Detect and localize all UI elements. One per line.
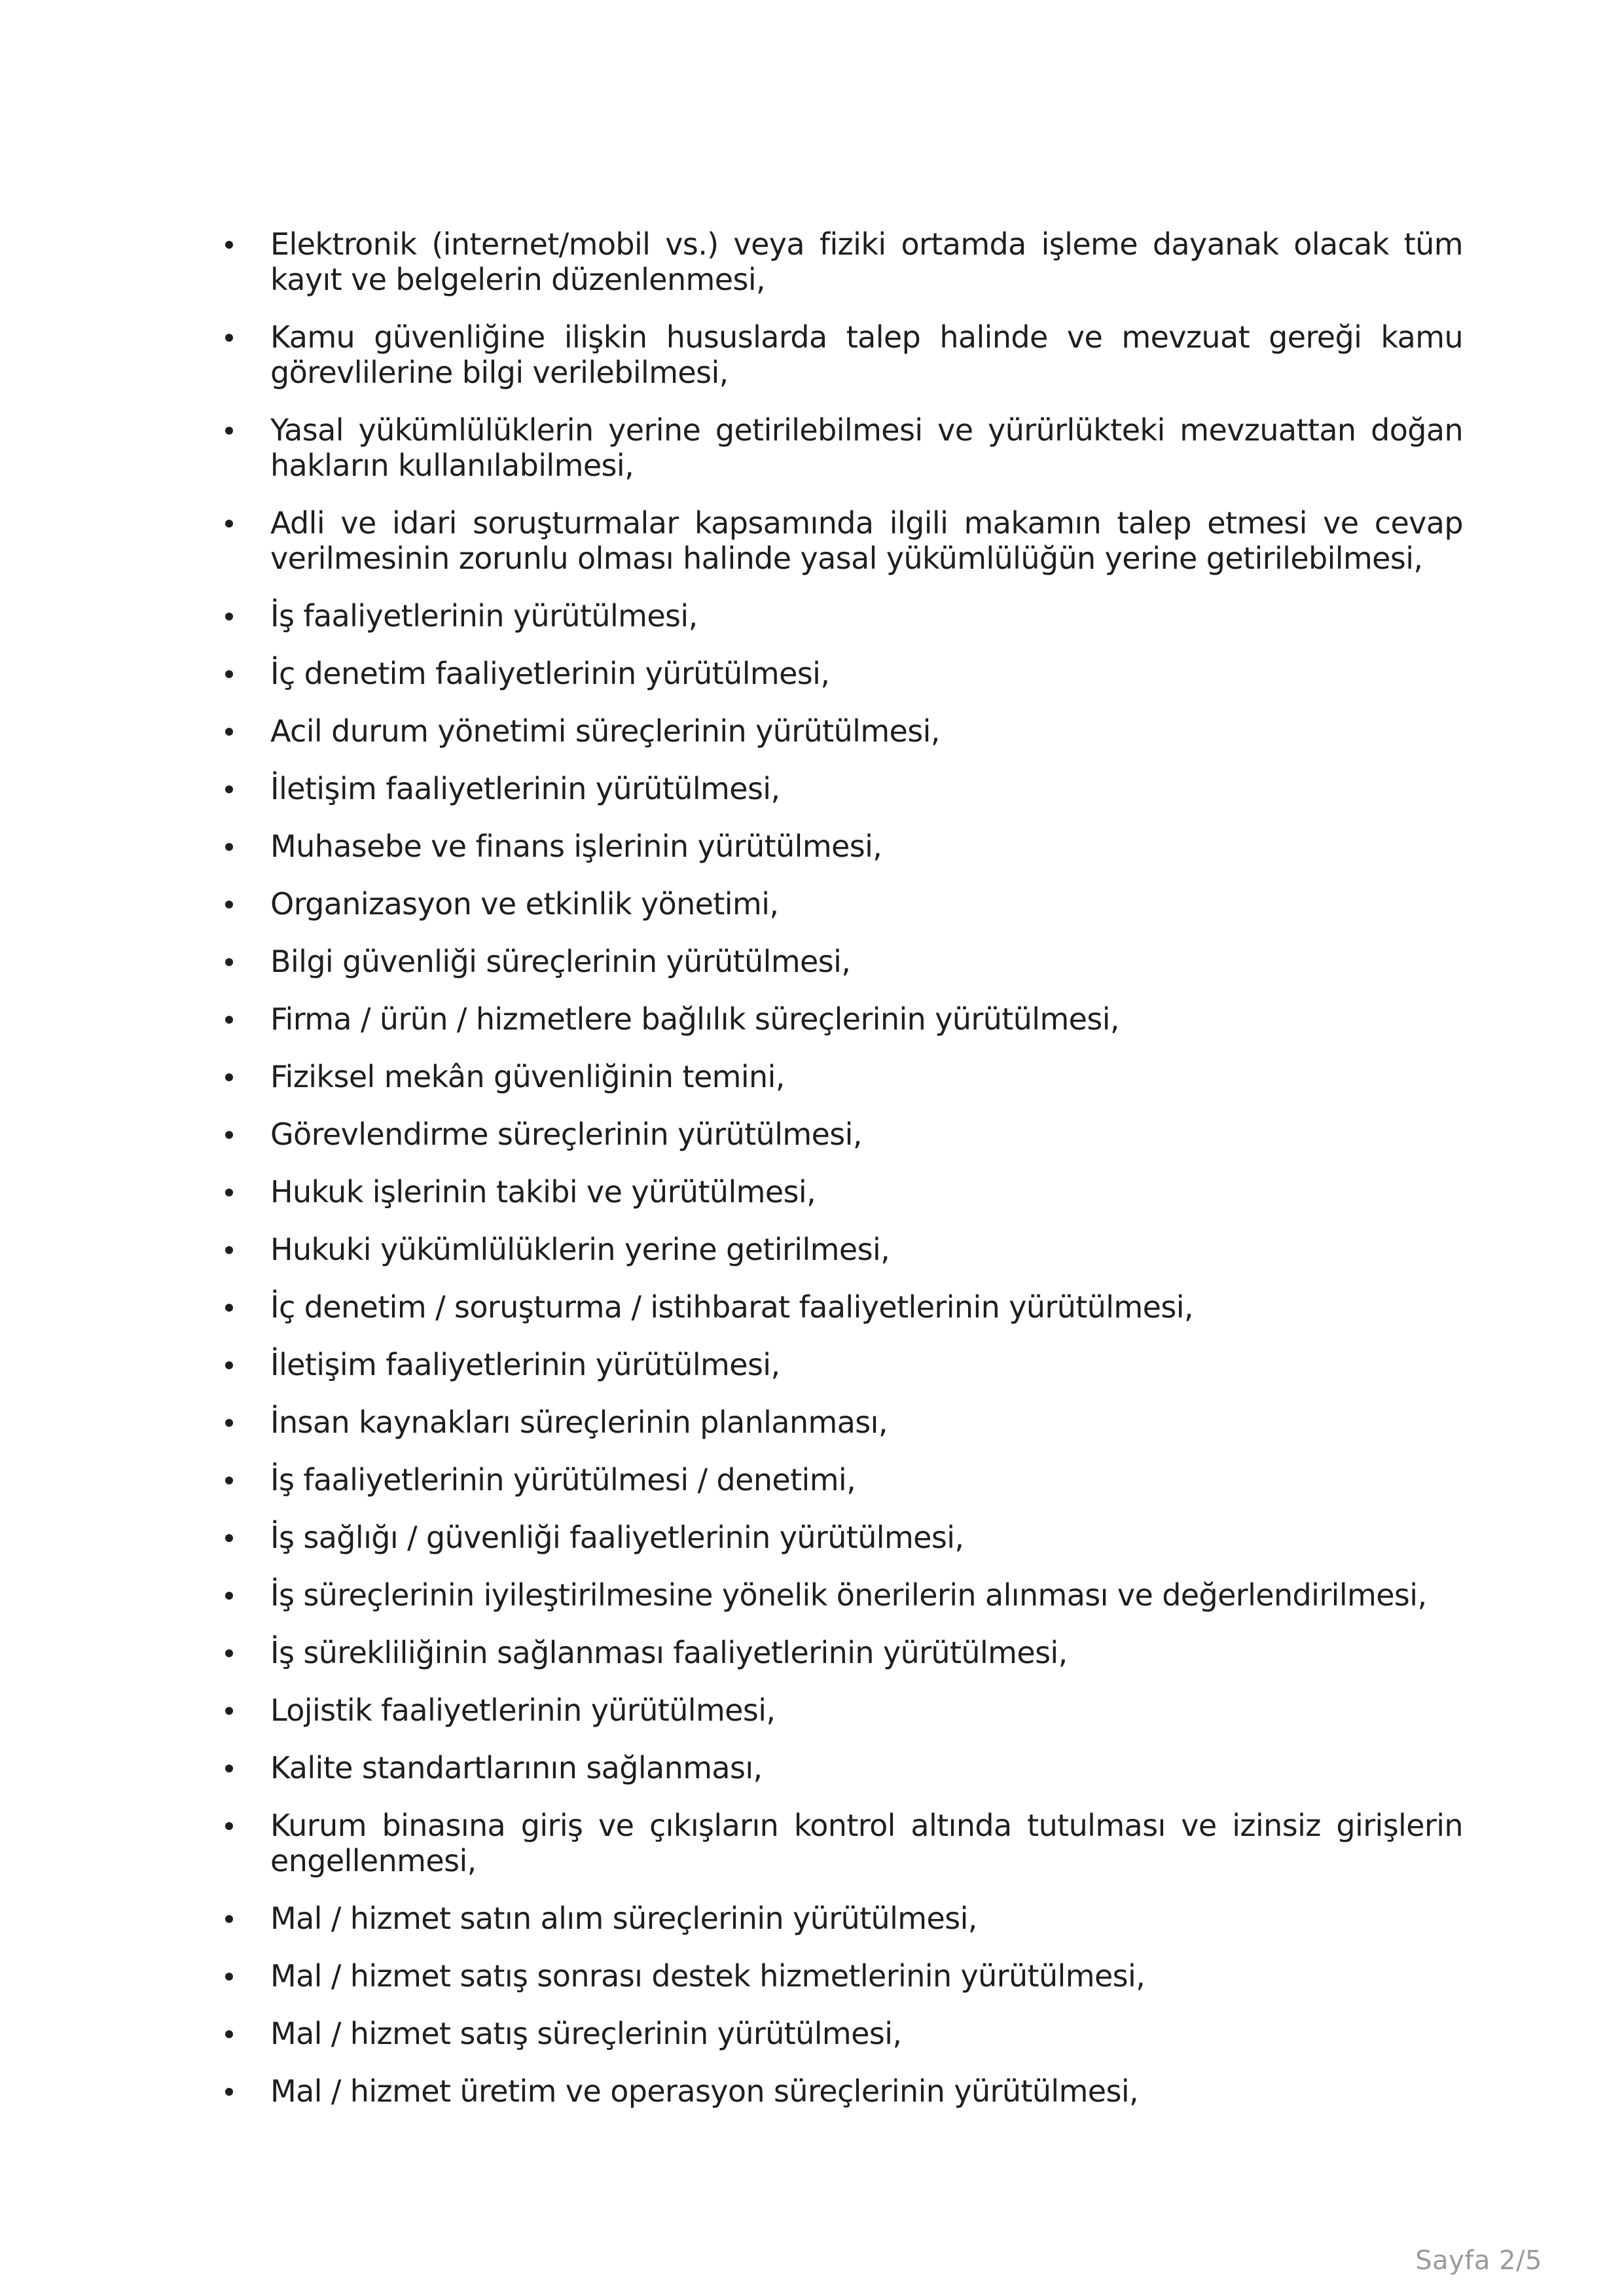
list-item-text: Hukuki yükümlülüklerin yerine getirilmesi,	[270, 1232, 890, 1267]
bullet-icon	[225, 1707, 233, 1715]
bullet-icon	[225, 1419, 233, 1427]
list-item-text: İnsan kaynakları süreçlerinin planlanması,	[270, 1405, 888, 1440]
list-item-text: İletişim faaliyetlerinin yürütülmesi,	[270, 1347, 780, 1382]
list-item	[221, 1750, 1463, 1785]
bullet-icon	[225, 1304, 233, 1312]
bullet-icon	[225, 1765, 233, 1772]
bullet-icon	[225, 1189, 233, 1196]
list-item-text: Yasal yükümlülüklerin yerine getirilebilmesi ve yürürlükteki mevzuattan doğan hakların kullanılabilmesi,	[270, 412, 1463, 483]
list-item	[221, 1462, 1463, 1498]
list-item	[221, 656, 1463, 691]
list-item	[221, 1693, 1463, 1728]
list-item-text: İletişim faaliyetlerinin yürütülmesi,	[270, 771, 780, 806]
bullet-icon	[225, 901, 233, 908]
list-item-text: İş faaliyetlerinin yürütülmesi / denetimi,	[270, 1462, 856, 1498]
list-item-text: Mal / hizmet satış süreçlerinin yürütülmesi,	[270, 2016, 902, 2051]
list-item-text: Kurum binasına giriş ve çıkışların kontrol altında tutulması ve izinsiz girişlerin engellenmesi,	[270, 1808, 1463, 1878]
list-item-text: Kalite standartlarının sağlanması,	[270, 1750, 763, 1785]
list-item	[221, 1232, 1463, 1267]
page-number: Sayfa 2/5	[1415, 2246, 1542, 2276]
bullet-icon	[225, 785, 233, 793]
list-item	[221, 713, 1463, 749]
list-item	[221, 1958, 1463, 1994]
list-item-text: Mal / hizmet satış sonrası destek hizmetlerinin yürütülmesi,	[270, 1958, 1146, 1994]
bullet-icon	[225, 728, 233, 736]
list-item	[221, 1520, 1463, 1555]
bullet-icon	[225, 1592, 233, 1600]
bullet-icon	[225, 613, 233, 620]
list-item-text: Bilgi güvenliği süreçlerinin yürütülmesi,	[270, 944, 851, 979]
list-item	[221, 1059, 1463, 1094]
list-item-text: Kamu güvenliğine ilişkin hususlarda talep halinde ve mevzuat gereği kamu görevlilerine bilgi verilebilmesi,	[270, 319, 1463, 390]
list-item-text: Adli ve idari soruşturmalar kapsamında ilgili makamın talep etmesi ve cevap verilmesinin zorunlu olması halinde yasal yükümlülüğün yerine getirilebilmesi,	[270, 505, 1463, 576]
list-item	[221, 226, 1463, 297]
list-item	[221, 1289, 1463, 1325]
list-item-text: İş faaliyetlerinin yürütülmesi,	[270, 598, 698, 634]
list-item-text: İç denetim faaliyetlerinin yürütülmesi,	[270, 656, 830, 691]
bullet-icon	[225, 958, 233, 966]
list-item	[221, 319, 1463, 390]
list-item	[221, 505, 1463, 576]
list-item	[221, 1405, 1463, 1440]
list-item	[221, 1001, 1463, 1037]
bullet-icon	[225, 1016, 233, 1024]
bullet-icon	[225, 1073, 233, 1081]
list-item-text: Mal / hizmet satın alım süreçlerinin yürütülmesi,	[270, 1901, 977, 1936]
list-item-text: Organizasyon ve etkinlik yönetimi,	[270, 886, 779, 922]
bullet-icon	[225, 670, 233, 678]
bullet-icon	[225, 241, 233, 249]
bullet-icon	[225, 1477, 233, 1484]
bullet-icon	[225, 1649, 233, 1657]
bullet-icon	[225, 1973, 233, 1981]
list-item	[221, 412, 1463, 483]
list-item-text: Firma / ürün / hizmetlere bağlılık süreçlerinin yürütülmesi,	[270, 1001, 1119, 1037]
purpose-bullet-list	[221, 226, 1463, 2131]
list-item-text: İş sürekliliğinin sağlanması faaliyetlerinin yürütülmesi,	[270, 1635, 1068, 1670]
list-item-text: Muhasebe ve finans işlerinin yürütülmesi,	[270, 829, 882, 864]
list-item	[221, 1174, 1463, 1210]
list-item-text: İç denetim / soruşturma / istihbarat faaliyetlerinin yürütülmesi,	[270, 1289, 1193, 1325]
list-item	[221, 886, 1463, 922]
bullet-icon	[225, 1246, 233, 1254]
list-item	[221, 1117, 1463, 1152]
list-item-text: Mal / hizmet üretim ve operasyon süreçlerinin yürütülmesi,	[270, 2073, 1139, 2109]
bullet-icon	[225, 843, 233, 851]
list-item	[221, 1635, 1463, 1670]
list-item	[221, 1808, 1463, 1878]
list-item	[221, 1347, 1463, 1382]
bullet-icon	[225, 520, 233, 528]
list-item-text: Görevlendirme süreçlerinin yürütülmesi,	[270, 1117, 862, 1152]
bullet-icon	[225, 1534, 233, 1542]
list-item	[221, 1577, 1463, 1613]
bullet-icon	[225, 1131, 233, 1139]
bullet-icon	[225, 427, 233, 435]
list-item	[221, 2073, 1463, 2109]
bullet-icon	[225, 1822, 233, 1830]
list-item	[221, 2016, 1463, 2051]
list-item	[221, 771, 1463, 806]
bullet-icon	[225, 2088, 233, 2096]
bullet-icon	[225, 2030, 233, 2038]
list-item	[221, 944, 1463, 979]
list-item-text: Lojistik faaliyetlerinin yürütülmesi,	[270, 1693, 776, 1728]
list-item	[221, 598, 1463, 634]
bullet-icon	[225, 1915, 233, 1923]
list-item	[221, 829, 1463, 864]
bullet-icon	[225, 1361, 233, 1369]
list-item-text: Acil durum yönetimi süreçlerinin yürütülmesi,	[270, 713, 940, 749]
list-item-text: Elektronik (internet/mobil vs.) veya fiziki ortamda işleme dayanak olacak tüm kayıt ve belgelerin düzenlenmesi,	[270, 226, 1463, 297]
list-item-text: Fiziksel mekân güvenliğinin temini,	[270, 1059, 785, 1094]
list-item-text: Hukuk işlerinin takibi ve yürütülmesi,	[270, 1174, 816, 1210]
list-item	[221, 1901, 1463, 1936]
bullet-icon	[225, 334, 233, 342]
list-item-text: İş sağlığı / güvenliği faaliyetlerinin yürütülmesi,	[270, 1520, 964, 1555]
list-item-text: İş süreçlerinin iyileştirilmesine yönelik önerilerin alınması ve değerlendirilmesi,	[270, 1577, 1427, 1613]
